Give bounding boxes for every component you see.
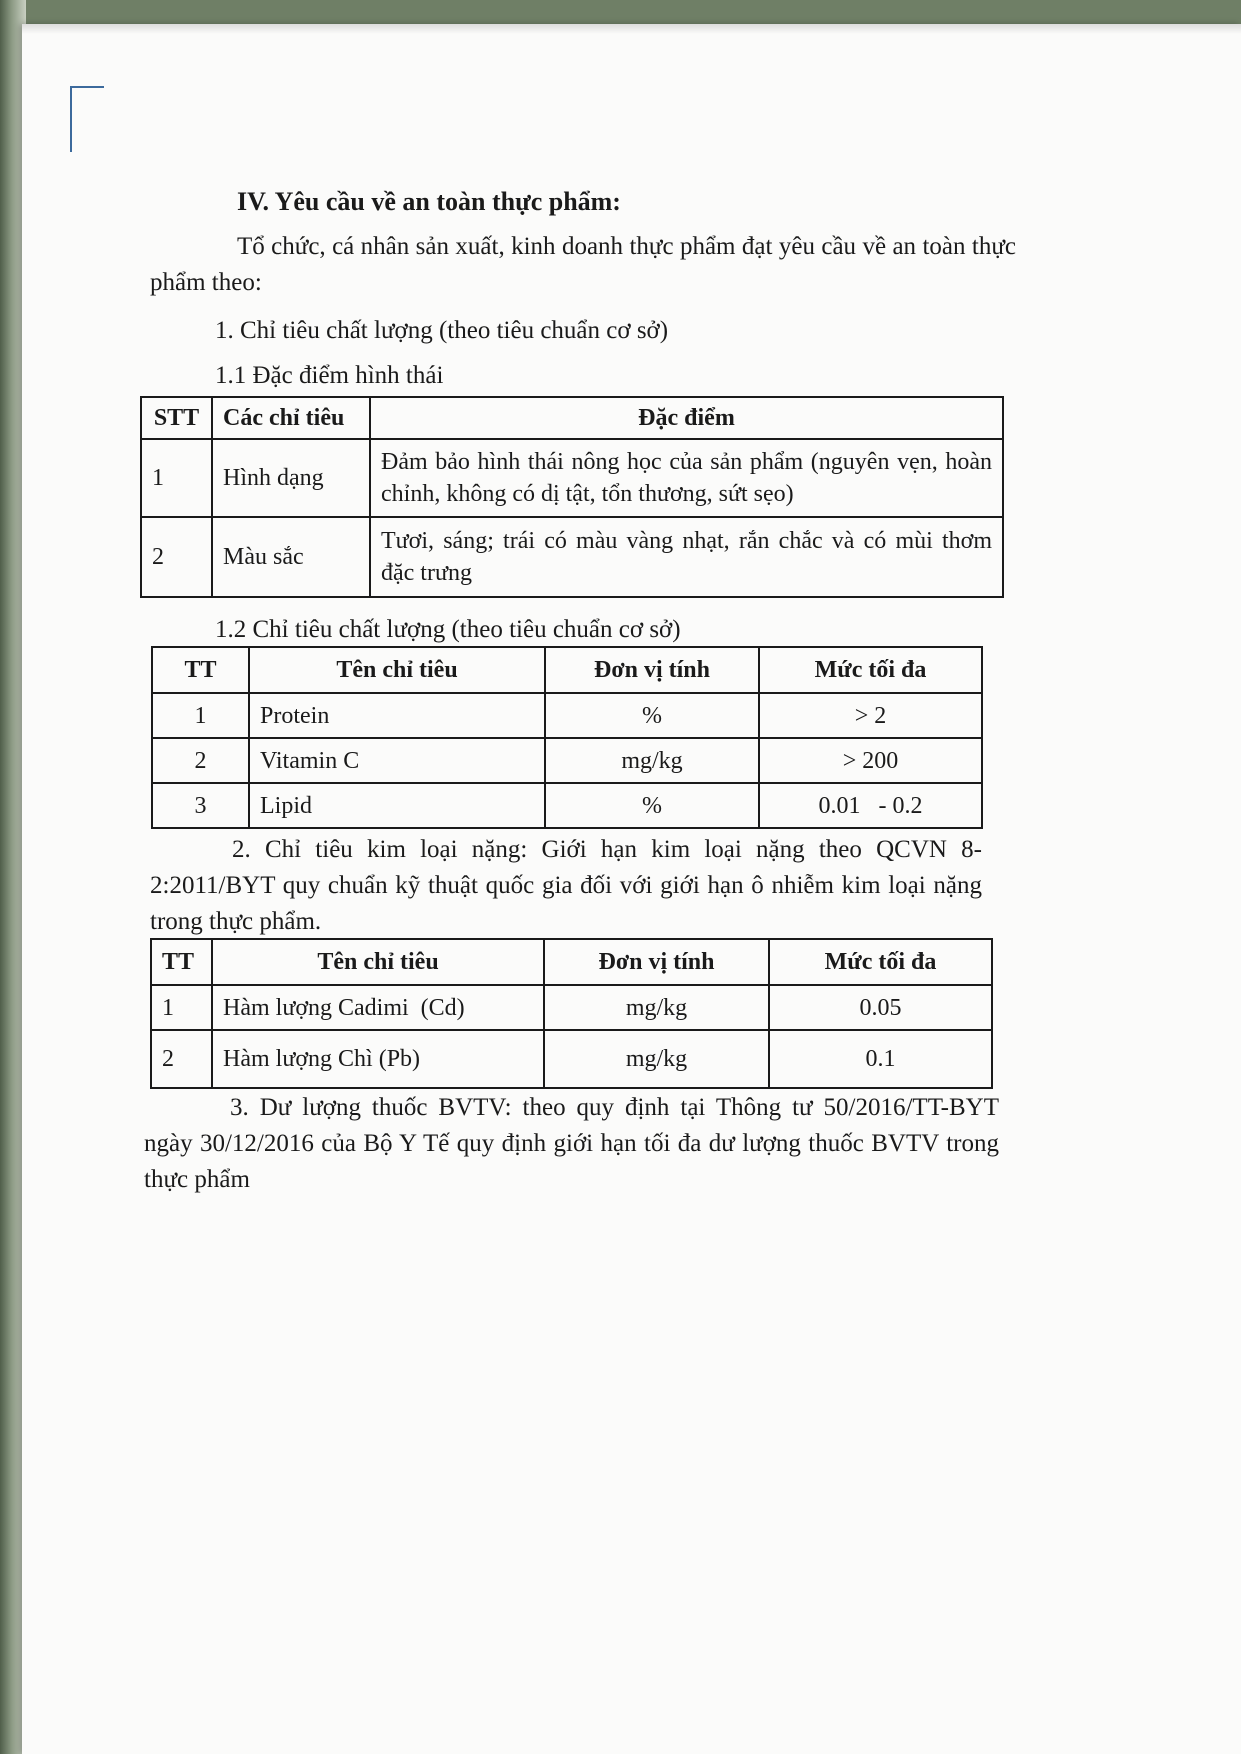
cell-name: Hàm lượng Cadimi (Cd) bbox=[212, 985, 544, 1030]
cell-max: 0.1 bbox=[769, 1030, 992, 1088]
table-row bbox=[141, 439, 1003, 517]
table-row bbox=[141, 517, 1003, 597]
header-max: Mức tối đa bbox=[759, 647, 982, 693]
item1-title: 1. Chỉ tiêu chất lượng (theo tiêu chuẩn cơ sở) bbox=[215, 317, 669, 344]
table-row bbox=[151, 1030, 992, 1088]
header-stt: STT bbox=[141, 397, 212, 439]
item3-text: 3. Dư lượng thuốc BVTV: theo quy định tại Thông tư 50/2016/TT-BYT ngày 30/12/2016 của Bộ Y Tế quy định giới hạn tối đa dư lượng thuốc BVTV trong thực phẩm bbox=[144, 1094, 999, 1193]
cell-tt: 1 bbox=[151, 985, 212, 1030]
header-criteria: Các chỉ tiêu bbox=[212, 397, 370, 439]
document-page bbox=[22, 24, 1241, 1754]
morphology-table bbox=[140, 396, 1004, 598]
header-tt: TT bbox=[152, 647, 249, 693]
cell-unit: mg/kg bbox=[545, 738, 759, 783]
cell-unit: % bbox=[545, 783, 759, 828]
item1-sub1-title: 1.1 Đặc điểm hình thái bbox=[215, 362, 444, 389]
cell-max: 0.01 - 0.2 bbox=[759, 783, 982, 828]
table-row bbox=[152, 693, 982, 738]
cell-stt: 1 bbox=[141, 439, 212, 517]
table-row bbox=[151, 985, 992, 1030]
header-name: Tên chỉ tiêu bbox=[249, 647, 545, 693]
cell-stt: 2 bbox=[141, 517, 212, 597]
cell-tt: 2 bbox=[152, 738, 249, 783]
header-unit: Đơn vị tính bbox=[545, 647, 759, 693]
header-tt: TT bbox=[151, 939, 212, 985]
header-unit: Đơn vị tính bbox=[544, 939, 769, 985]
cell-name: Hàm lượng Chì (Pb) bbox=[212, 1030, 544, 1088]
cell-criteria: Màu sắc bbox=[212, 517, 370, 597]
cell-max: > 2 bbox=[759, 693, 982, 738]
table-row bbox=[152, 783, 982, 828]
table-row bbox=[152, 738, 982, 783]
cell-tt: 1 bbox=[152, 693, 249, 738]
cell-unit: % bbox=[545, 693, 759, 738]
cell-unit: mg/kg bbox=[544, 985, 769, 1030]
header-characteristics: Đặc điểm bbox=[370, 397, 1003, 439]
cell-name: Protein bbox=[249, 693, 545, 738]
cell-name: Lipid bbox=[249, 783, 545, 828]
table-header-row bbox=[141, 397, 1003, 439]
section-intro: Tổ chức, cá nhân sản xuất, kinh doanh thực phẩm đạt yêu cầu về an toàn thực phẩm theo: bbox=[150, 233, 1016, 296]
cell-tt: 2 bbox=[151, 1030, 212, 1088]
header-max: Mức tối đa bbox=[769, 939, 992, 985]
table-header-row bbox=[152, 647, 982, 693]
heavy-metal-table bbox=[150, 938, 993, 1089]
cell-name: Vitamin C bbox=[249, 738, 545, 783]
item1-sub2-title: 1.2 Chỉ tiêu chất lượng (theo tiêu chuẩn cơ sở) bbox=[215, 616, 681, 643]
section-heading: IV. Yêu cầu về an toàn thực phẩm: bbox=[237, 187, 621, 216]
item2-text: 2. Chỉ tiêu kim loại nặng: Giới hạn kim loại nặng theo QCVN 8-2:2011/BYT quy chuẩn kỹ thuật quốc gia đối với giới hạn ô nhiễm kim loại nặng trong thực phẩm. bbox=[150, 836, 982, 935]
cell-criteria: Hình dạng bbox=[212, 439, 370, 517]
cell-tt: 3 bbox=[152, 783, 249, 828]
header-name: Tên chỉ tiêu bbox=[212, 939, 544, 985]
cell-max: > 200 bbox=[759, 738, 982, 783]
quality-table bbox=[151, 646, 983, 829]
cell-unit: mg/kg bbox=[544, 1030, 769, 1088]
cell-characteristics: Tươi, sáng; trái có màu vàng nhạt, rắn chắc và có mùi thơm đặc trưng bbox=[370, 517, 1003, 597]
table-header-row bbox=[151, 939, 992, 985]
cell-max: 0.05 bbox=[769, 985, 992, 1030]
cell-characteristics: Đảm bảo hình thái nông học của sản phẩm (nguyên vẹn, hoàn chỉnh, không có dị tật, tổn thương, sứt sẹo) bbox=[370, 439, 1003, 517]
